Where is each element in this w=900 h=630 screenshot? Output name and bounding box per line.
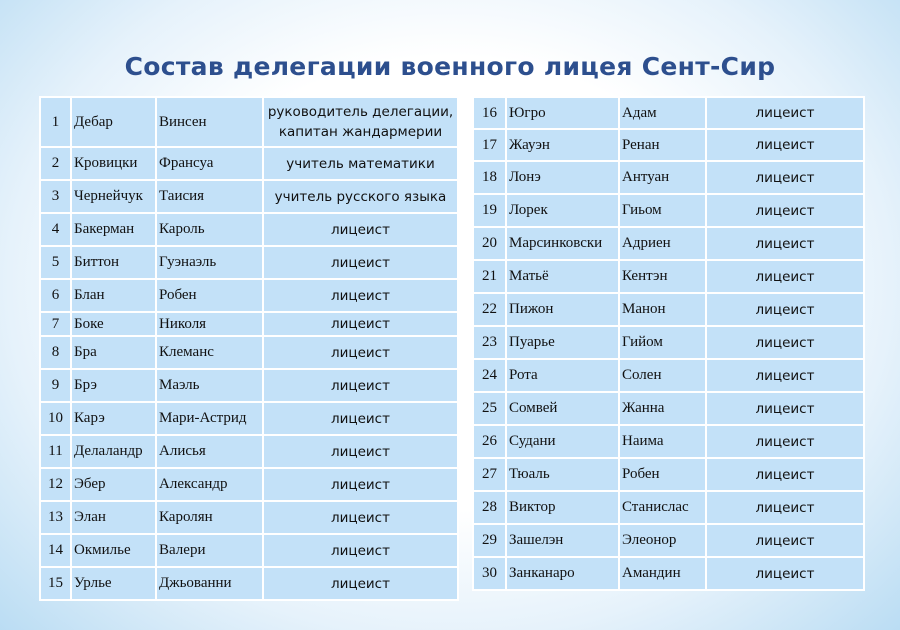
surname-cell: Занканаро bbox=[506, 557, 619, 590]
surname-cell: Виктор bbox=[506, 491, 619, 524]
surname-cell: Матьё bbox=[506, 260, 619, 293]
first-name-cell: Элеонор bbox=[619, 524, 706, 557]
first-name-cell: Мари-Астрид bbox=[156, 402, 263, 435]
table-row bbox=[40, 369, 458, 402]
role-cell: лицеист bbox=[263, 402, 458, 435]
first-name-cell: Таисия bbox=[156, 180, 263, 213]
surname-cell: Сомвей bbox=[506, 392, 619, 425]
role-cell: лицеист bbox=[263, 213, 458, 246]
role-cell: лицеист bbox=[263, 468, 458, 501]
table-row bbox=[473, 326, 864, 359]
row-number: 14 bbox=[40, 534, 71, 567]
surname-cell: Чернейчук bbox=[71, 180, 156, 213]
first-name-cell: Кентэн bbox=[619, 260, 706, 293]
surname-cell: Югро bbox=[506, 97, 619, 129]
delegation-table-right bbox=[472, 96, 865, 591]
first-name-cell: Жанна bbox=[619, 392, 706, 425]
row-number: 12 bbox=[40, 468, 71, 501]
table-row bbox=[40, 534, 458, 567]
role-cell: лицеист bbox=[706, 425, 864, 458]
table-row bbox=[473, 359, 864, 392]
row-number: 30 bbox=[473, 557, 506, 590]
surname-cell: Марсинковски bbox=[506, 227, 619, 260]
role-cell: учитель русского языка bbox=[263, 180, 458, 213]
row-number: 11 bbox=[40, 435, 71, 468]
row-number: 9 bbox=[40, 369, 71, 402]
first-name-cell: Наима bbox=[619, 425, 706, 458]
table-row bbox=[40, 468, 458, 501]
surname-cell: Лорек bbox=[506, 194, 619, 227]
row-number: 7 bbox=[40, 312, 71, 336]
role-cell: лицеист bbox=[706, 194, 864, 227]
first-name-cell: Александр bbox=[156, 468, 263, 501]
role-cell: лицеист bbox=[706, 293, 864, 326]
table-row bbox=[473, 293, 864, 326]
table-row bbox=[473, 524, 864, 557]
role-cell: лицеист bbox=[706, 227, 864, 260]
first-name-cell: Валери bbox=[156, 534, 263, 567]
role-cell: лицеист bbox=[263, 435, 458, 468]
surname-cell: Лонэ bbox=[506, 161, 619, 194]
row-number: 3 bbox=[40, 180, 71, 213]
surname-cell: Урлье bbox=[71, 567, 156, 600]
row-number: 13 bbox=[40, 501, 71, 534]
role-cell: лицеист bbox=[263, 312, 458, 336]
surname-cell: Бакерман bbox=[71, 213, 156, 246]
table-row bbox=[473, 392, 864, 425]
surname-cell: Эбер bbox=[71, 468, 156, 501]
role-cell: руководитель делегации, капитан жандармерии bbox=[263, 97, 458, 147]
role-cell: лицеист bbox=[263, 501, 458, 534]
surname-cell: Блан bbox=[71, 279, 156, 312]
role-cell: учитель математики bbox=[263, 147, 458, 180]
surname-cell: Элан bbox=[71, 501, 156, 534]
row-number: 18 bbox=[473, 161, 506, 194]
role-cell: лицеист bbox=[263, 336, 458, 369]
table-row bbox=[473, 227, 864, 260]
first-name-cell: Манон bbox=[619, 293, 706, 326]
surname-cell: Боке bbox=[71, 312, 156, 336]
role-cell: лицеист bbox=[263, 246, 458, 279]
row-number: 8 bbox=[40, 336, 71, 369]
role-cell: лицеист bbox=[706, 326, 864, 359]
row-number: 17 bbox=[473, 129, 506, 161]
table-row bbox=[40, 501, 458, 534]
row-number: 23 bbox=[473, 326, 506, 359]
row-number: 24 bbox=[473, 359, 506, 392]
surname-cell: Биттон bbox=[71, 246, 156, 279]
role-cell: лицеист bbox=[706, 161, 864, 194]
page-title: Состав делегации военного лицея Сент-Сир bbox=[124, 52, 776, 81]
row-number: 28 bbox=[473, 491, 506, 524]
table-row bbox=[473, 194, 864, 227]
first-name-cell: Ренан bbox=[619, 129, 706, 161]
row-number: 21 bbox=[473, 260, 506, 293]
role-cell: лицеист bbox=[706, 458, 864, 491]
table-row bbox=[473, 97, 864, 129]
role-cell: лицеист bbox=[706, 97, 864, 129]
first-name-cell: Адриен bbox=[619, 227, 706, 260]
surname-cell: Жауэн bbox=[506, 129, 619, 161]
surname-cell: Судани bbox=[506, 425, 619, 458]
table-row bbox=[473, 491, 864, 524]
row-number: 4 bbox=[40, 213, 71, 246]
row-number: 5 bbox=[40, 246, 71, 279]
table-row bbox=[40, 147, 458, 180]
role-cell: лицеист bbox=[706, 129, 864, 161]
table-row bbox=[473, 260, 864, 293]
surname-cell: Бра bbox=[71, 336, 156, 369]
first-name-cell: Робен bbox=[156, 279, 263, 312]
first-name-cell: Антуан bbox=[619, 161, 706, 194]
surname-cell: Рота bbox=[506, 359, 619, 392]
row-number: 25 bbox=[473, 392, 506, 425]
role-cell: лицеист bbox=[706, 557, 864, 590]
first-name-cell: Робен bbox=[619, 458, 706, 491]
row-number: 1 bbox=[40, 97, 71, 147]
surname-cell: Делаландр bbox=[71, 435, 156, 468]
table-row bbox=[40, 180, 458, 213]
row-number: 10 bbox=[40, 402, 71, 435]
first-name-cell: Каролян bbox=[156, 501, 263, 534]
surname-cell: Карэ bbox=[71, 402, 156, 435]
first-name-cell: Франсуа bbox=[156, 147, 263, 180]
first-name-cell: Амандин bbox=[619, 557, 706, 590]
row-number: 27 bbox=[473, 458, 506, 491]
table-row bbox=[40, 97, 458, 147]
first-name-cell: Солен bbox=[619, 359, 706, 392]
first-name-cell: Маэль bbox=[156, 369, 263, 402]
row-number: 16 bbox=[473, 97, 506, 129]
role-cell: лицеист bbox=[263, 369, 458, 402]
surname-cell: Кровицки bbox=[71, 147, 156, 180]
delegation-table-left bbox=[39, 96, 459, 601]
role-cell: лицеист bbox=[706, 260, 864, 293]
role-cell: лицеист bbox=[263, 534, 458, 567]
table-row bbox=[473, 557, 864, 590]
row-number: 20 bbox=[473, 227, 506, 260]
surname-cell: Дебар bbox=[71, 97, 156, 147]
role-cell: лицеист bbox=[706, 359, 864, 392]
first-name-cell: Гиьом bbox=[619, 194, 706, 227]
table-row bbox=[40, 336, 458, 369]
surname-cell: Брэ bbox=[71, 369, 156, 402]
table-row bbox=[473, 425, 864, 458]
row-number: 2 bbox=[40, 147, 71, 180]
first-name-cell: Станислас bbox=[619, 491, 706, 524]
table-row bbox=[40, 312, 458, 336]
row-number: 15 bbox=[40, 567, 71, 600]
role-cell: лицеист bbox=[263, 567, 458, 600]
surname-cell: Пуарье bbox=[506, 326, 619, 359]
row-number: 19 bbox=[473, 194, 506, 227]
row-number: 26 bbox=[473, 425, 506, 458]
role-cell: лицеист bbox=[706, 524, 864, 557]
role-cell: лицеист bbox=[263, 279, 458, 312]
role-cell: лицеист bbox=[706, 392, 864, 425]
surname-cell: Пижон bbox=[506, 293, 619, 326]
table-row bbox=[473, 458, 864, 491]
table-row bbox=[40, 567, 458, 600]
surname-cell: Тюаль bbox=[506, 458, 619, 491]
row-number: 6 bbox=[40, 279, 71, 312]
table-row bbox=[40, 279, 458, 312]
first-name-cell: Клеманс bbox=[156, 336, 263, 369]
first-name-cell: Джьованни bbox=[156, 567, 263, 600]
table-row bbox=[473, 161, 864, 194]
surname-cell: Зашелэн bbox=[506, 524, 619, 557]
first-name-cell: Винсен bbox=[156, 97, 263, 147]
table-row bbox=[40, 213, 458, 246]
first-name-cell: Гийом bbox=[619, 326, 706, 359]
row-number: 29 bbox=[473, 524, 506, 557]
first-name-cell: Николя bbox=[156, 312, 263, 336]
role-cell: лицеист bbox=[706, 491, 864, 524]
first-name-cell: Адам bbox=[619, 97, 706, 129]
table-row bbox=[40, 435, 458, 468]
first-name-cell: Гуэнаэль bbox=[156, 246, 263, 279]
first-name-cell: Алисья bbox=[156, 435, 263, 468]
table-row bbox=[40, 402, 458, 435]
table-row bbox=[473, 129, 864, 161]
table-row bbox=[40, 246, 458, 279]
surname-cell: Окмильe bbox=[71, 534, 156, 567]
first-name-cell: Кароль bbox=[156, 213, 263, 246]
row-number: 22 bbox=[473, 293, 506, 326]
